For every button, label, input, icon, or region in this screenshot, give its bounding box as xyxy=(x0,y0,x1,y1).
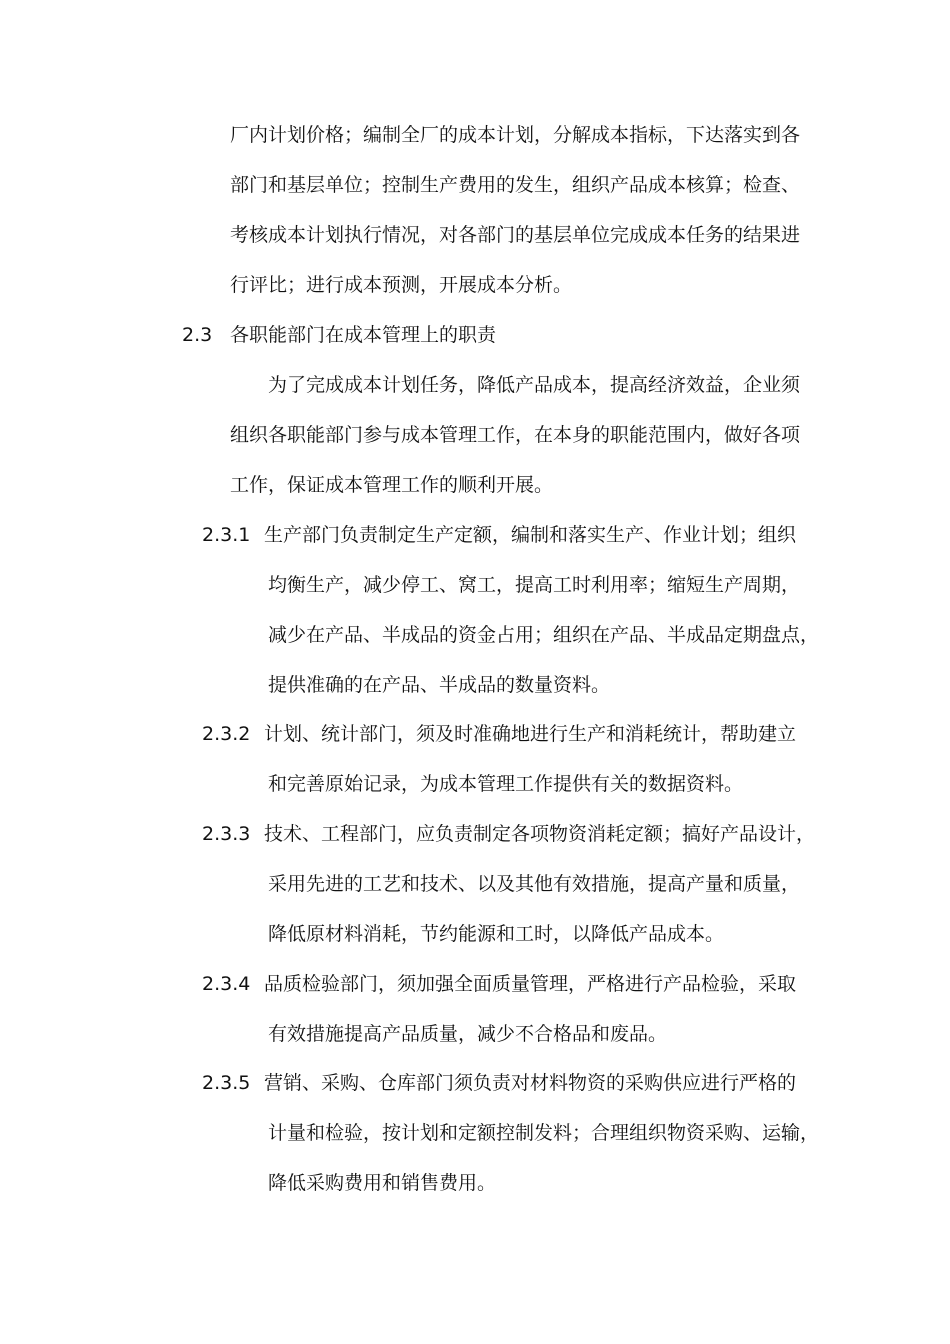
item-line: 减少在产品、半成品的资金占用；组织在产品、半成品定期盘点， xyxy=(268,624,820,646)
section-paragraph-line: 工作，保证成本管理工作的顺利开展。 xyxy=(230,474,554,496)
item-line: 品质检验部门，须加强全面质量管理，严格进行产品检验，采取 xyxy=(264,973,797,995)
item-line: 采用先进的工艺和技术、以及其他有效措施，提高产量和质量， xyxy=(268,873,801,895)
item-line: 有效措施提高产品质量，减少不合格品和废品。 xyxy=(268,1023,668,1045)
item-line: 技术、工程部门，应负责制定各项物资消耗定额；搞好产品设计， xyxy=(264,823,816,845)
item-line: 均衡生产，减少停工、窝工，提高工时利用率；缩短生产周期， xyxy=(268,574,801,596)
intro-line: 部门和基层单位；控制生产费用的发生，组织产品成本核算；检查、 xyxy=(230,174,801,196)
section-number: 2.3 xyxy=(182,324,213,346)
item-line: 生产部门负责制定生产定额，编制和落实生产、作业计划；组织 xyxy=(264,524,797,546)
section-paragraph-line: 组织各职能部门参与成本管理工作，在本身的职能范围内，做好各项 xyxy=(230,424,801,446)
item-line: 提供准确的在产品、半成品的数量资料。 xyxy=(268,674,611,696)
intro-line: 行评比；进行成本预测，开展成本分析。 xyxy=(230,274,573,296)
section-paragraph-line: 为了完成成本计划任务，降低产品成本，提高经济效益，企业须 xyxy=(268,374,801,396)
item-number: 2.3.3 xyxy=(202,823,251,845)
item-number: 2.3.4 xyxy=(202,973,251,995)
item-line: 计量和检验，按计划和定额控制发料；合理组织物资采购、运输， xyxy=(268,1122,820,1144)
item-number: 2.3.1 xyxy=(202,524,251,546)
item-number: 2.3.5 xyxy=(202,1072,251,1094)
intro-line: 考核成本计划执行情况，对各部门的基层单位完成成本任务的结果进 xyxy=(230,224,801,246)
item-line: 和完善原始记录，为成本管理工作提供有关的数据资料。 xyxy=(268,773,744,795)
intro-line: 厂内计划价格；编制全厂的成本计划，分解成本指标，下达落实到各 xyxy=(230,124,801,146)
item-line: 降低采购费用和销售费用。 xyxy=(268,1172,497,1194)
item-line: 计划、统计部门，须及时准确地进行生产和消耗统计，帮助建立 xyxy=(264,723,797,745)
item-number: 2.3.2 xyxy=(202,723,251,745)
section-title: 各职能部门在成本管理上的职责 xyxy=(230,324,497,346)
item-line: 降低原材料消耗，节约能源和工时，以降低产品成本。 xyxy=(268,923,725,945)
item-line: 营销、采购、仓库部门须负责对材料物资的采购供应进行严格的 xyxy=(264,1072,797,1094)
